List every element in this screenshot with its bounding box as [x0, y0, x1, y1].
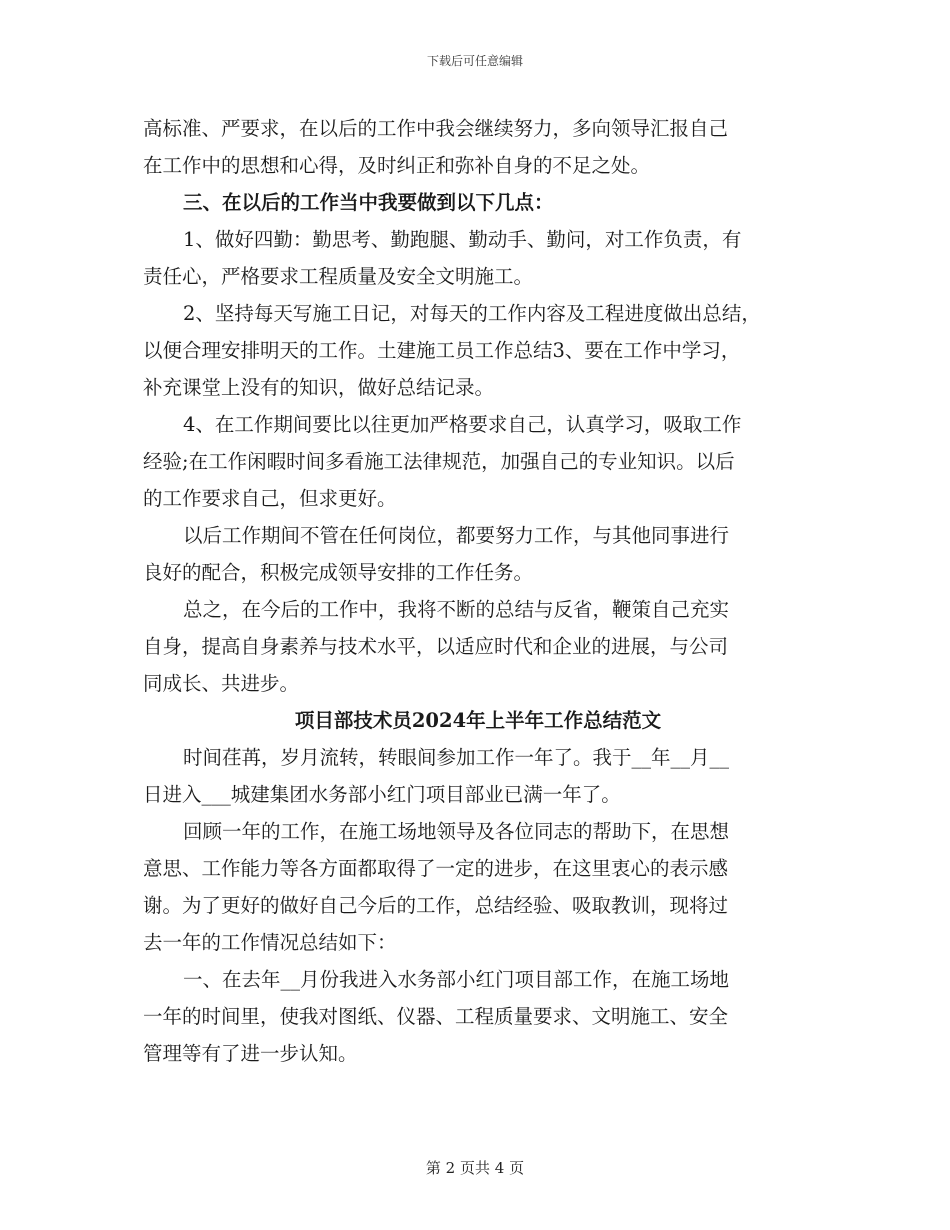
paragraph-line: 自身，提高自身素养与技术水平，以适应时代和企业的进展，与公司 — [143, 635, 729, 658]
document-title: 项目部技术员2024年上半年工作总结范文 — [294, 709, 662, 732]
document-body — [143, 110, 823, 1072]
paragraph-line: 经验;在工作闲暇时间多看施工法律规范，加强自己的专业知识。以后 — [143, 450, 735, 473]
paragraph-line: 一年的时间里，使我对图纸、仪器、工程质量要求、文明施工、安全 — [143, 1005, 729, 1028]
paragraph-line: 4、在工作期间要比以往更加严格要求自己，认真学习，吸取工作 — [183, 413, 742, 436]
paragraph-line: 日进入___城建集团水务部小红门项目部业已满一年了。 — [143, 783, 621, 806]
paragraph-line: 管理等有了进一步认知。 — [143, 1042, 358, 1065]
paragraph-line: 补充课堂上没有的知识，做好总结记录。 — [143, 376, 495, 399]
paragraph-line: 同成长、共进步。 — [143, 672, 300, 695]
paragraph-line: 去一年的工作情况总结如下： — [143, 931, 397, 954]
paragraph-line: 总之，在今后的工作中，我将不断的总结与反省，鞭策自己充实 — [183, 598, 730, 621]
paragraph-line: 时间荏苒，岁月流转，转眼间参加工作一年了。我于__年__月__ — [183, 746, 730, 769]
page-header: 下载后可任意编辑 — [426, 54, 523, 68]
paragraph-line: 意思、工作能力等各方面都取得了一定的进步，在这里衷心的表示感 — [143, 857, 729, 880]
paragraph-line: 2、坚持每天写施工日记，对每天的工作内容及工程进度做出总结， — [183, 302, 761, 325]
paragraph-line: 回顾一年的工作，在施工场地领导及各位同志的帮助下，在思想 — [183, 820, 730, 843]
paragraph-line: 以后工作期间不管在任何岗位，都要努力工作，与其他同事进行 — [183, 524, 730, 547]
paragraph-line: 在工作中的思想和心得，及时纠正和弥补自身的不足之处。 — [143, 154, 651, 177]
section-heading: 三、在以后的工作当中我要做到以下几点： — [183, 191, 554, 214]
paragraph-line: 一、在去年__月份我进入水务部小红门项目部工作，在施工场地 — [183, 968, 730, 991]
paragraph-line: 以便合理安排明天的工作。土建施工员工作总结3、要在工作中学习， — [143, 339, 741, 362]
paragraph-line: 高标准、严要求，在以后的工作中我会继续努力，多向领导汇报自己 — [143, 117, 729, 140]
paragraph-line: 谢。为了更好的做好自己今后的工作，总结经验、吸取教训，现将过 — [143, 894, 729, 917]
page-footer: 第 2 页共 4 页 — [425, 1159, 525, 1177]
paragraph-line: 良好的配合，积极完成领导安排的工作任务。 — [143, 561, 534, 584]
paragraph-line: 1、做好四勤：勤思考、勤跑腿、勤动手、勤问，对工作负责，有 — [183, 228, 742, 251]
paragraph-line: 责任心，严格要求工程质量及安全文明施工。 — [143, 265, 534, 288]
paragraph-line: 的工作要求自己，但求更好。 — [143, 487, 397, 510]
